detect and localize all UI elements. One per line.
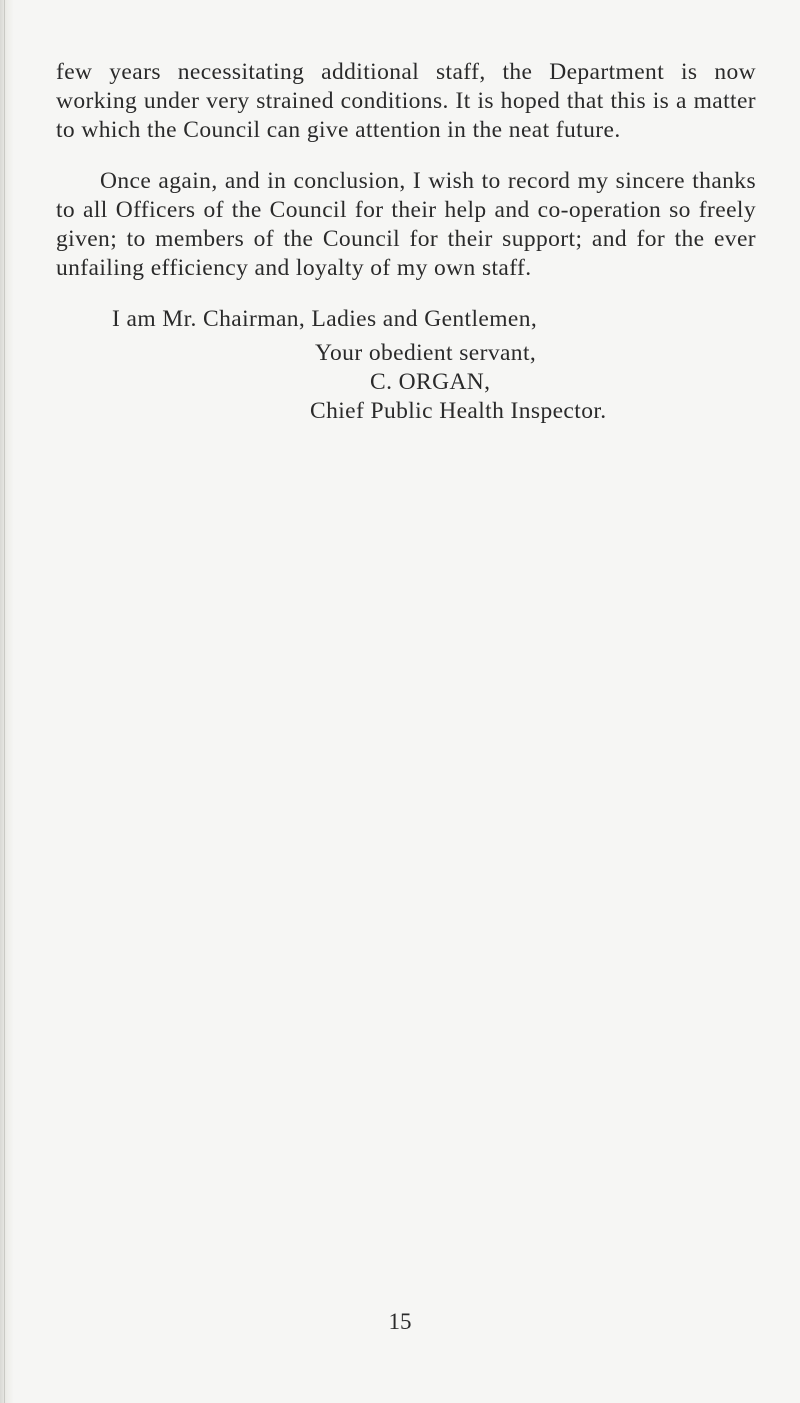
page-number: 15 [388,1309,412,1334]
binding-gutter [0,0,14,1403]
signatory-name: C. ORGAN, [370,369,491,395]
closing-line: Your obedient servant, [315,340,537,366]
paragraph-conclusion: Once again, and in conclusion, I wish to record my sincere thanks to all Officers of the Council for their help and co-operation so freely given; to members of the Council for their support; and for the ever unfailing efficiency and loyalty of my own staff. [56,168,756,281]
signatory-title: Chief Public Health Inspector. [310,398,607,424]
document-body [56,58,756,334]
paragraph-continuation: few years necessitating additional staff, the Department is now working under very strained conditions. It is hoped that this is a matter to which the Council can give attention in the neat future. [56,59,756,143]
signature-block [310,339,607,426]
salutation-line: I am Mr. Chairman, Ladies and Gentlemen, [112,306,538,332]
binding-edge-line [4,0,5,1403]
